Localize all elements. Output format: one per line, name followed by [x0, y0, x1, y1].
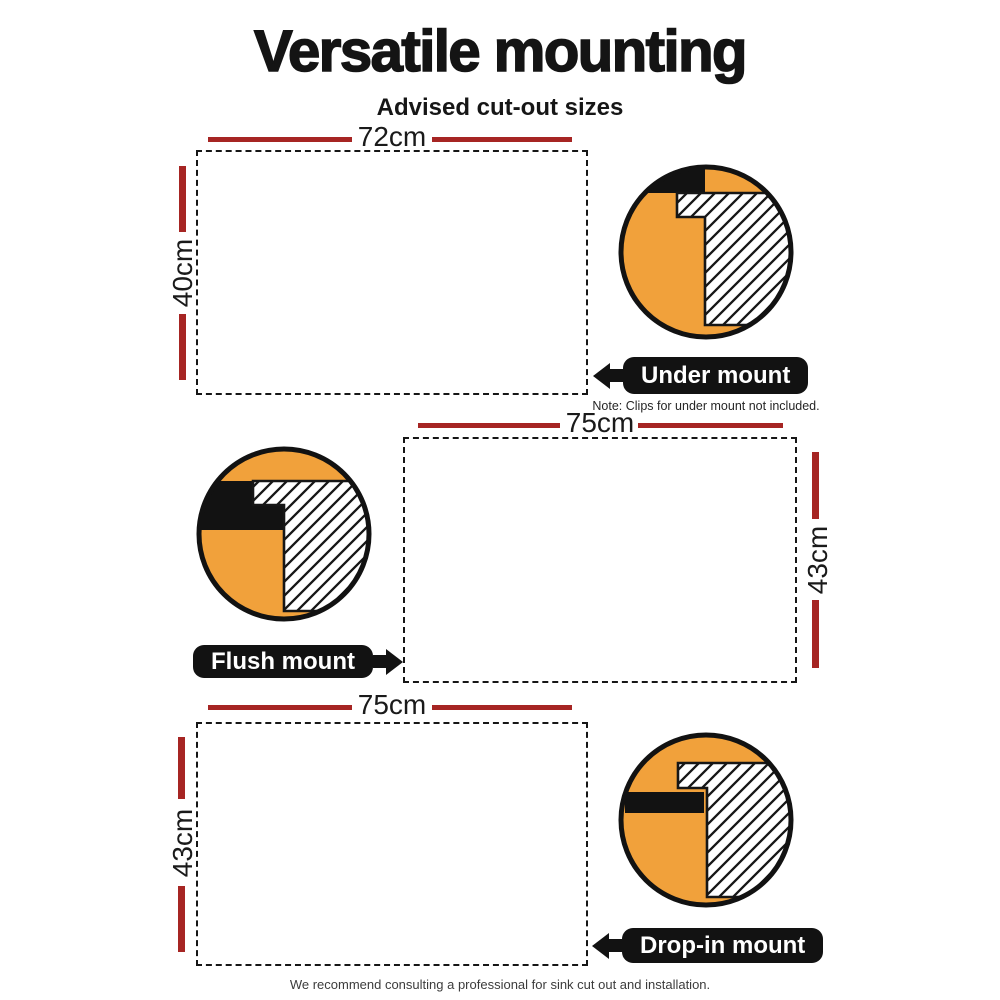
under-mount-cross-section-icon: [611, 157, 801, 347]
dimension-line: [812, 452, 819, 519]
flushmount-pill: [193, 645, 373, 678]
flushmount-width-label: 75cm: [565, 407, 635, 438]
dimension-line: [432, 705, 572, 710]
undermount-pill: [623, 357, 808, 394]
undermount-pill-label: Under mount: [641, 361, 791, 389]
arrow-right-icon: [386, 649, 403, 675]
dimension-line: [179, 314, 186, 380]
undermount-callout: [593, 357, 808, 394]
flushmount-height-label: 43cm: [802, 525, 833, 595]
dimension-line: [208, 705, 352, 710]
dimension-line: [208, 137, 352, 142]
undermount-note: Note: Clips for under mount not included.: [592, 399, 820, 413]
page-subtitle: Advised cut-out sizes: [376, 94, 624, 121]
arrow-left-icon: [593, 363, 610, 389]
arrow-stem: [609, 939, 622, 952]
footer-disclaimer: We recommend consulting a professional for sink cut out and installation.: [289, 977, 711, 992]
dimension-line: [178, 886, 185, 952]
flushmount-cutout-rect: [403, 437, 797, 683]
dimension-line: [418, 423, 560, 428]
undermount-width-label: 72cm: [357, 121, 427, 152]
dimension-line: [179, 166, 186, 232]
dimension-line: [638, 423, 783, 428]
flushmount-callout: [193, 645, 403, 678]
dimension-line: [432, 137, 572, 142]
page-title: Versatile mounting: [254, 19, 746, 84]
dropin-width-label: 75cm: [357, 689, 427, 720]
arrow-stem: [373, 655, 386, 668]
arrow-left-icon: [592, 933, 609, 959]
arrow-stem: [610, 369, 623, 382]
dropin-height-label: 43cm: [167, 808, 198, 878]
dimension-line: [812, 600, 819, 668]
flush-mount-cross-section-icon: [189, 439, 379, 629]
dropin-pill-label: Drop-in mount: [640, 931, 806, 959]
dropin-pill: [622, 928, 823, 963]
undermount-height-label: 40cm: [167, 238, 198, 308]
drop-in-mount-cross-section-icon: [611, 725, 801, 915]
dimension-line: [178, 737, 185, 799]
flushmount-pill-label: Flush mount: [211, 647, 355, 675]
dropin-cutout-rect: [196, 722, 588, 966]
undermount-cutout-rect: [196, 150, 588, 395]
sink-rim-shape: [625, 792, 704, 813]
dropin-callout: [592, 928, 823, 963]
